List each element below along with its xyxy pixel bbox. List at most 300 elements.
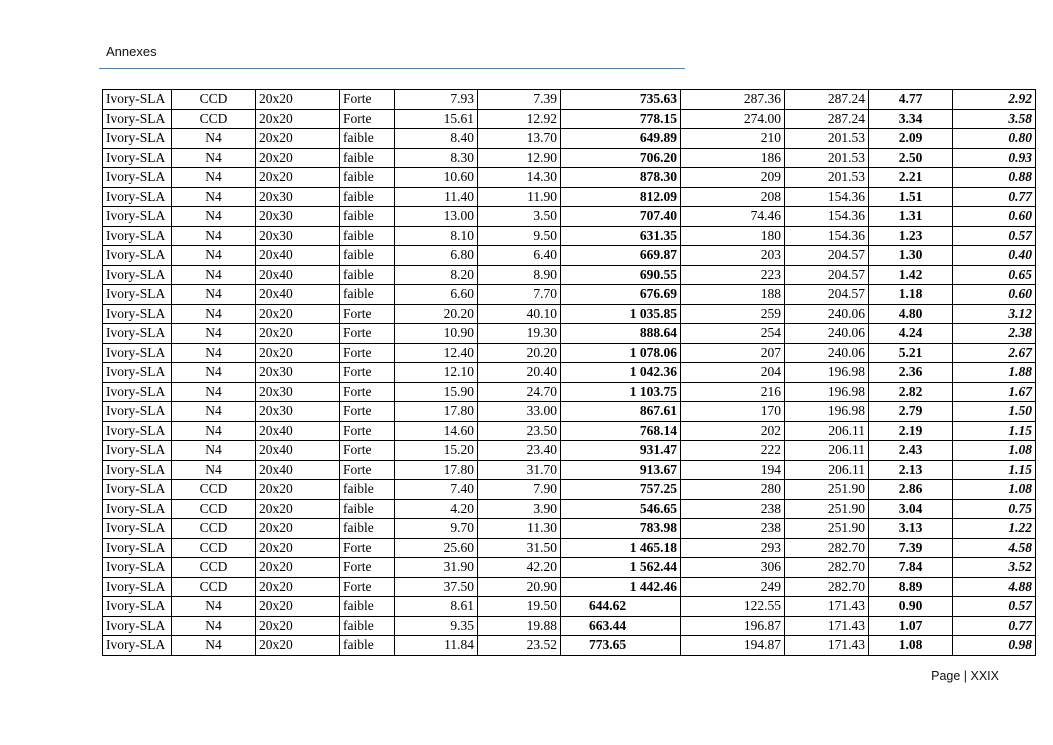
table-cell-value-e: 204.57 (785, 285, 869, 305)
table-cell-intensity: faible (340, 226, 395, 246)
table-cell-method: N4 (172, 324, 256, 344)
table-cell-value-c: 867.61 (561, 402, 681, 422)
table-cell-material: Ivory-SLA (103, 207, 172, 227)
table-cell-value-c: 1 103.75 (561, 382, 681, 402)
table-cell-value-a: 31.90 (395, 558, 478, 578)
table-cell-format: 20x40 (256, 285, 340, 305)
table-cell-format: 20x20 (256, 168, 340, 188)
table-cell-value-c: 706.20 (561, 148, 681, 168)
table-cell-value-b: 19.30 (478, 324, 561, 344)
table-cell-value-a: 20.20 (395, 304, 478, 324)
table-cell-value-d: 74.46 (681, 207, 785, 227)
table-cell-format: 20x30 (256, 207, 340, 227)
table-cell-value-b: 19.50 (478, 597, 561, 617)
table-cell-method: N4 (172, 129, 256, 149)
table-cell-value-e: 251.90 (785, 480, 869, 500)
table-cell-value-c: 676.69 (561, 285, 681, 305)
table-cell-value-e: 201.53 (785, 168, 869, 188)
table-cell-value-d: 204 (681, 363, 785, 383)
table-row (103, 480, 1036, 500)
table-cell-intensity: Forte (340, 460, 395, 480)
table-cell-ratio-a: 1.30 (869, 246, 953, 266)
table-cell-value-b: 7.70 (478, 285, 561, 305)
table-cell-material: Ivory-SLA (103, 343, 172, 363)
table-cell-ratio-a: 1.07 (869, 616, 953, 636)
table-cell-value-b: 7.39 (478, 90, 561, 110)
table-cell-method: N4 (172, 187, 256, 207)
table-cell-format: 20x20 (256, 577, 340, 597)
table-cell-value-e: 282.70 (785, 558, 869, 578)
table-cell-ratio-b: 4.88 (953, 577, 1036, 597)
table-cell-value-d: 280 (681, 480, 785, 500)
table-cell-method: N4 (172, 343, 256, 363)
table-cell-method: N4 (172, 148, 256, 168)
table-cell-ratio-b: 0.77 (953, 616, 1036, 636)
table-cell-ratio-b: 1.08 (953, 480, 1036, 500)
table-cell-format: 20x30 (256, 187, 340, 207)
table-cell-ratio-b: 4.58 (953, 538, 1036, 558)
table-cell-ratio-b: 0.40 (953, 246, 1036, 266)
table-cell-value-a: 7.93 (395, 90, 478, 110)
table-cell-value-e: 240.06 (785, 304, 869, 324)
table-cell-ratio-a: 3.13 (869, 519, 953, 539)
table-row (103, 90, 1036, 110)
table-cell-ratio-b: 1.08 (953, 441, 1036, 461)
table-cell-value-b: 33.00 (478, 402, 561, 422)
table-row (103, 636, 1036, 656)
table-cell-intensity: Forte (340, 324, 395, 344)
table-cell-value-d: 306 (681, 558, 785, 578)
table-cell-value-c: 1 442.46 (561, 577, 681, 597)
table-cell-intensity: Forte (340, 538, 395, 558)
table-cell-value-b: 23.40 (478, 441, 561, 461)
table-cell-value-a: 6.80 (395, 246, 478, 266)
table-cell-value-e: 251.90 (785, 499, 869, 519)
table-cell-intensity: faible (340, 616, 395, 636)
table-row (103, 402, 1036, 422)
table-cell-value-a: 13.00 (395, 207, 478, 227)
table-cell-value-d: 196.87 (681, 616, 785, 636)
table-cell-value-b: 13.70 (478, 129, 561, 149)
table-cell-intensity: faible (340, 129, 395, 149)
table-cell-ratio-b: 0.65 (953, 265, 1036, 285)
table-cell-ratio-a: 2.43 (869, 441, 953, 461)
table-cell-ratio-b: 1.67 (953, 382, 1036, 402)
table-cell-method: CCD (172, 558, 256, 578)
table-cell-value-a: 8.20 (395, 265, 478, 285)
table-cell-value-c: 644.62 (561, 597, 681, 617)
table-cell-value-c: 783.98 (561, 519, 681, 539)
table-cell-intensity: faible (340, 480, 395, 500)
table-cell-ratio-a: 2.19 (869, 421, 953, 441)
table-cell-ratio-a: 2.86 (869, 480, 953, 500)
table-cell-format: 20x30 (256, 226, 340, 246)
table-cell-format: 20x40 (256, 441, 340, 461)
table-cell-ratio-a: 8.89 (869, 577, 953, 597)
table-cell-material: Ivory-SLA (103, 616, 172, 636)
table-cell-ratio-b: 0.93 (953, 148, 1036, 168)
table-cell-value-b: 23.50 (478, 421, 561, 441)
table-cell-value-a: 10.60 (395, 168, 478, 188)
table-cell-value-c: 1 042.36 (561, 363, 681, 383)
table-cell-ratio-b: 0.60 (953, 285, 1036, 305)
table-cell-value-c: 812.09 (561, 187, 681, 207)
table-cell-format: 20x20 (256, 519, 340, 539)
table-cell-value-d: 186 (681, 148, 785, 168)
table-cell-material: Ivory-SLA (103, 187, 172, 207)
table-cell-intensity: faible (340, 499, 395, 519)
table-cell-value-a: 9.70 (395, 519, 478, 539)
table-cell-value-b: 20.40 (478, 363, 561, 383)
table-row (103, 421, 1036, 441)
table-cell-method: N4 (172, 636, 256, 656)
table-cell-value-b: 12.90 (478, 148, 561, 168)
table-cell-material: Ivory-SLA (103, 109, 172, 129)
table-cell-method: CCD (172, 577, 256, 597)
table-cell-intensity: faible (340, 168, 395, 188)
table-cell-format: 20x20 (256, 304, 340, 324)
table-cell-value-e: 171.43 (785, 597, 869, 617)
table-cell-ratio-a: 2.13 (869, 460, 953, 480)
table-cell-ratio-b: 1.15 (953, 460, 1036, 480)
table-cell-intensity: faible (340, 207, 395, 227)
page-header-title: Annexes (106, 44, 157, 59)
table-cell-material: Ivory-SLA (103, 421, 172, 441)
table-cell-value-a: 25.60 (395, 538, 478, 558)
table-cell-method: N4 (172, 207, 256, 227)
table-cell-method: N4 (172, 168, 256, 188)
table-cell-ratio-b: 0.60 (953, 207, 1036, 227)
table-cell-intensity: Forte (340, 304, 395, 324)
table-row (103, 226, 1036, 246)
table-cell-material: Ivory-SLA (103, 402, 172, 422)
table-cell-value-e: 240.06 (785, 343, 869, 363)
table-cell-ratio-a: 2.79 (869, 402, 953, 422)
table-cell-method: N4 (172, 421, 256, 441)
table-cell-material: Ivory-SLA (103, 480, 172, 500)
table-cell-value-b: 3.90 (478, 499, 561, 519)
table-body (103, 90, 1036, 656)
table-cell-value-a: 15.61 (395, 109, 478, 129)
table-cell-value-a: 12.10 (395, 363, 478, 383)
table-cell-ratio-b: 1.88 (953, 363, 1036, 383)
table-row (103, 109, 1036, 129)
table-cell-method: N4 (172, 402, 256, 422)
table-cell-format: 20x20 (256, 616, 340, 636)
table-cell-value-c: 546.65 (561, 499, 681, 519)
table-cell-value-c: 707.40 (561, 207, 681, 227)
table-cell-value-e: 154.36 (785, 226, 869, 246)
table-cell-value-e: 196.98 (785, 363, 869, 383)
table-cell-material: Ivory-SLA (103, 168, 172, 188)
table-cell-material: Ivory-SLA (103, 90, 172, 110)
table-cell-intensity: Forte (340, 343, 395, 363)
table-cell-ratio-a: 2.36 (869, 363, 953, 383)
table-cell-ratio-a: 4.80 (869, 304, 953, 324)
table-cell-ratio-b: 1.50 (953, 402, 1036, 422)
table-cell-ratio-a: 2.82 (869, 382, 953, 402)
table-row (103, 460, 1036, 480)
table-cell-value-b: 31.70 (478, 460, 561, 480)
table-cell-value-b: 7.90 (478, 480, 561, 500)
table-cell-intensity: faible (340, 265, 395, 285)
table-row (103, 343, 1036, 363)
table-cell-value-a: 14.60 (395, 421, 478, 441)
table-cell-intensity: faible (340, 246, 395, 266)
table-cell-format: 20x40 (256, 460, 340, 480)
header-divider (99, 68, 685, 69)
table-cell-value-a: 17.80 (395, 402, 478, 422)
table-cell-value-a: 7.40 (395, 480, 478, 500)
table-cell-value-e: 206.11 (785, 460, 869, 480)
table-cell-value-d: 287.36 (681, 90, 785, 110)
table-cell-value-d: 207 (681, 343, 785, 363)
table-cell-value-b: 8.90 (478, 265, 561, 285)
table-cell-value-d: 170 (681, 402, 785, 422)
table-cell-format: 20x20 (256, 558, 340, 578)
table-cell-value-a: 15.90 (395, 382, 478, 402)
table-cell-value-d: 210 (681, 129, 785, 149)
table-cell-ratio-a: 1.23 (869, 226, 953, 246)
table-cell-ratio-a: 0.90 (869, 597, 953, 617)
table-cell-ratio-b: 3.52 (953, 558, 1036, 578)
table-cell-material: Ivory-SLA (103, 382, 172, 402)
table-cell-format: 20x20 (256, 109, 340, 129)
table-cell-value-b: 14.30 (478, 168, 561, 188)
table-cell-value-d: 122.55 (681, 597, 785, 617)
table-row (103, 597, 1036, 617)
table-cell-value-c: 669.87 (561, 246, 681, 266)
table-cell-method: CCD (172, 109, 256, 129)
table-row (103, 616, 1036, 636)
table-row (103, 265, 1036, 285)
table-cell-value-e: 196.98 (785, 402, 869, 422)
table-cell-method: N4 (172, 597, 256, 617)
table-cell-method: N4 (172, 382, 256, 402)
table-cell-value-a: 10.90 (395, 324, 478, 344)
table-cell-value-c: 690.55 (561, 265, 681, 285)
table-cell-method: N4 (172, 304, 256, 324)
table-cell-material: Ivory-SLA (103, 538, 172, 558)
table-cell-value-d: 180 (681, 226, 785, 246)
table-cell-ratio-a: 4.24 (869, 324, 953, 344)
table-cell-ratio-b: 0.57 (953, 226, 1036, 246)
table-cell-method: N4 (172, 363, 256, 383)
table-cell-value-b: 23.52 (478, 636, 561, 656)
table-cell-value-e: 204.57 (785, 246, 869, 266)
table-cell-intensity: Forte (340, 109, 395, 129)
table-cell-value-a: 4.20 (395, 499, 478, 519)
table-cell-material: Ivory-SLA (103, 285, 172, 305)
table-cell-value-d: 209 (681, 168, 785, 188)
table-row (103, 168, 1036, 188)
table-cell-ratio-a: 2.09 (869, 129, 953, 149)
table-cell-format: 20x40 (256, 265, 340, 285)
table-cell-value-d: 202 (681, 421, 785, 441)
table-cell-intensity: Forte (340, 402, 395, 422)
table-cell-value-c: 913.67 (561, 460, 681, 480)
table-cell-value-e: 154.36 (785, 207, 869, 227)
table-cell-intensity: Forte (340, 382, 395, 402)
table-cell-value-e: 201.53 (785, 129, 869, 149)
table-cell-method: N4 (172, 285, 256, 305)
table-cell-material: Ivory-SLA (103, 558, 172, 578)
table-cell-value-e: 201.53 (785, 148, 869, 168)
table-row (103, 558, 1036, 578)
table-cell-value-c: 888.64 (561, 324, 681, 344)
table-cell-format: 20x30 (256, 402, 340, 422)
table-cell-value-b: 40.10 (478, 304, 561, 324)
table-cell-material: Ivory-SLA (103, 636, 172, 656)
table-cell-method: N4 (172, 246, 256, 266)
table-cell-method: N4 (172, 265, 256, 285)
table-cell-ratio-b: 2.67 (953, 343, 1036, 363)
table-cell-value-d: 238 (681, 519, 785, 539)
table-cell-ratio-b: 0.98 (953, 636, 1036, 656)
table-cell-format: 20x20 (256, 480, 340, 500)
table-cell-value-e: 287.24 (785, 109, 869, 129)
table-cell-value-c: 1 465.18 (561, 538, 681, 558)
table-cell-intensity: faible (340, 597, 395, 617)
table-cell-intensity: Forte (340, 441, 395, 461)
table-cell-format: 20x40 (256, 246, 340, 266)
table-cell-value-c: 757.25 (561, 480, 681, 500)
table-row (103, 324, 1036, 344)
table-cell-ratio-a: 1.18 (869, 285, 953, 305)
table-cell-ratio-b: 0.80 (953, 129, 1036, 149)
table-cell-value-a: 11.40 (395, 187, 478, 207)
table-cell-value-e: 204.57 (785, 265, 869, 285)
table-cell-ratio-a: 2.50 (869, 148, 953, 168)
table-cell-value-d: 194.87 (681, 636, 785, 656)
table-cell-material: Ivory-SLA (103, 304, 172, 324)
table-cell-value-a: 8.10 (395, 226, 478, 246)
table-cell-value-a: 8.61 (395, 597, 478, 617)
table-cell-value-d: 293 (681, 538, 785, 558)
table-cell-ratio-b: 1.22 (953, 519, 1036, 539)
table-cell-value-b: 24.70 (478, 382, 561, 402)
table-cell-format: 20x20 (256, 129, 340, 149)
table-cell-value-d: 222 (681, 441, 785, 461)
table-cell-value-d: 223 (681, 265, 785, 285)
table-cell-ratio-a: 3.04 (869, 499, 953, 519)
table-cell-value-d: 249 (681, 577, 785, 597)
table-cell-intensity: faible (340, 148, 395, 168)
table-cell-format: 20x20 (256, 324, 340, 344)
table-cell-value-c: 1 562.44 (561, 558, 681, 578)
table-cell-ratio-a: 2.21 (869, 168, 953, 188)
table-cell-value-a: 12.40 (395, 343, 478, 363)
table-row (103, 441, 1036, 461)
table-cell-format: 20x20 (256, 538, 340, 558)
table-cell-format: 20x30 (256, 363, 340, 383)
table-row (103, 148, 1036, 168)
table-cell-value-a: 37.50 (395, 577, 478, 597)
table-cell-material: Ivory-SLA (103, 499, 172, 519)
table-cell-value-d: 238 (681, 499, 785, 519)
table-cell-value-c: 931.47 (561, 441, 681, 461)
table-cell-value-b: 20.90 (478, 577, 561, 597)
table-cell-value-b: 31.50 (478, 538, 561, 558)
page-number: Page | XXIX (931, 669, 999, 683)
table-cell-value-b: 11.90 (478, 187, 561, 207)
table-cell-value-b: 9.50 (478, 226, 561, 246)
table-cell-value-e: 196.98 (785, 382, 869, 402)
table-cell-ratio-b: 1.15 (953, 421, 1036, 441)
table-cell-value-e: 240.06 (785, 324, 869, 344)
table-cell-value-b: 12.92 (478, 109, 561, 129)
table-cell-ratio-a: 3.34 (869, 109, 953, 129)
table-cell-ratio-a: 1.31 (869, 207, 953, 227)
table-cell-material: Ivory-SLA (103, 441, 172, 461)
table-row (103, 538, 1036, 558)
table-row (103, 519, 1036, 539)
table-cell-value-c: 773.65 (561, 636, 681, 656)
table-cell-format: 20x20 (256, 597, 340, 617)
table-cell-ratio-a: 7.39 (869, 538, 953, 558)
table-cell-value-c: 735.63 (561, 90, 681, 110)
table-cell-value-e: 171.43 (785, 616, 869, 636)
table-cell-format: 20x20 (256, 636, 340, 656)
table-cell-method: N4 (172, 441, 256, 461)
table-cell-intensity: faible (340, 519, 395, 539)
table-row (103, 499, 1036, 519)
table-cell-material: Ivory-SLA (103, 460, 172, 480)
table-cell-format: 20x20 (256, 90, 340, 110)
table-cell-value-e: 206.11 (785, 421, 869, 441)
table-cell-value-c: 778.15 (561, 109, 681, 129)
table-cell-material: Ivory-SLA (103, 226, 172, 246)
table-cell-value-d: 259 (681, 304, 785, 324)
table-cell-value-b: 42.20 (478, 558, 561, 578)
table-cell-value-a: 8.30 (395, 148, 478, 168)
table-row (103, 304, 1036, 324)
table-cell-ratio-b: 3.58 (953, 109, 1036, 129)
table-cell-method: N4 (172, 460, 256, 480)
table-cell-material: Ivory-SLA (103, 148, 172, 168)
table-cell-value-d: 194 (681, 460, 785, 480)
table-cell-value-c: 649.89 (561, 129, 681, 149)
table-cell-value-b: 3.50 (478, 207, 561, 227)
table-cell-ratio-a: 7.84 (869, 558, 953, 578)
table-row (103, 382, 1036, 402)
table-cell-value-d: 203 (681, 246, 785, 266)
table-cell-intensity: faible (340, 285, 395, 305)
table-cell-intensity: Forte (340, 363, 395, 383)
table-cell-value-e: 171.43 (785, 636, 869, 656)
table-cell-ratio-b: 2.92 (953, 90, 1036, 110)
table-cell-material: Ivory-SLA (103, 265, 172, 285)
table-cell-intensity: Forte (340, 90, 395, 110)
table-cell-ratio-a: 4.77 (869, 90, 953, 110)
table-cell-material: Ivory-SLA (103, 597, 172, 617)
table-cell-ratio-a: 5.21 (869, 343, 953, 363)
table-cell-format: 20x20 (256, 148, 340, 168)
table-cell-value-b: 20.20 (478, 343, 561, 363)
table-cell-material: Ivory-SLA (103, 519, 172, 539)
table-cell-ratio-b: 3.12 (953, 304, 1036, 324)
table-cell-value-c: 663.44 (561, 616, 681, 636)
table-row (103, 187, 1036, 207)
table-cell-method: CCD (172, 519, 256, 539)
table-cell-value-b: 19.88 (478, 616, 561, 636)
table-cell-format: 20x20 (256, 499, 340, 519)
table-cell-intensity: faible (340, 636, 395, 656)
table-cell-value-e: 282.70 (785, 538, 869, 558)
table-cell-method: CCD (172, 90, 256, 110)
table-cell-value-c: 878.30 (561, 168, 681, 188)
table-cell-ratio-b: 2.38 (953, 324, 1036, 344)
